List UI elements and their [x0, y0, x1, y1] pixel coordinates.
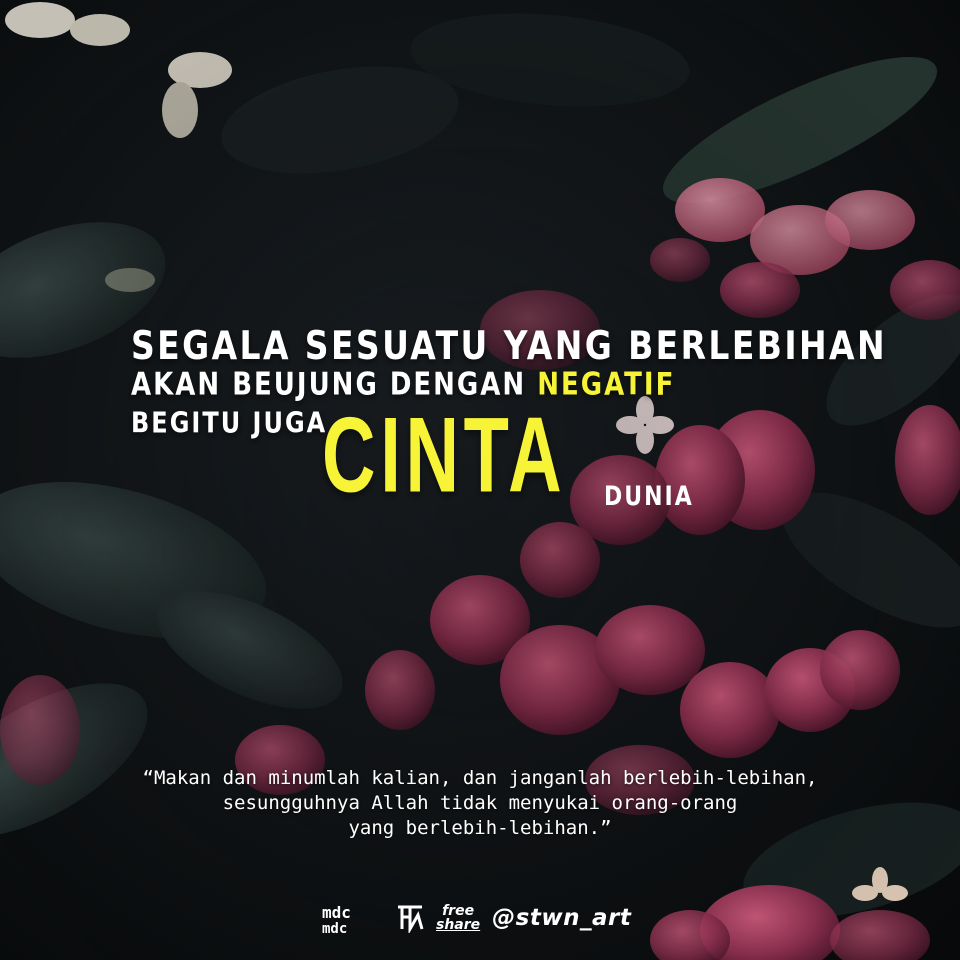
share-label: share — [436, 917, 481, 933]
quote-line-3: yang berlebih-lebihan.” — [348, 817, 612, 839]
mdc-logo-text: mdc — [322, 921, 348, 936]
headline-suffix-word: DUNIA — [604, 482, 694, 512]
headline-big-word: CINTA — [322, 396, 567, 515]
headline-line-1: SEGALA SESUATU YANG BERLEBIHAN — [131, 322, 887, 369]
svg-text:mdc: mdc — [322, 903, 351, 922]
headline-highlight-word: NEGATIF — [537, 367, 676, 403]
artist-handle: @stwn_art — [492, 905, 632, 931]
mdc-logo — [320, 900, 384, 936]
headline-line-2-text: AKAN BEUJUNG DENGAN — [131, 367, 538, 403]
quote-block — [60, 766, 900, 841]
footer-credits — [320, 898, 631, 938]
quote-line-1: “Makan dan minumlah kalian, dan janganlah berlebih-lebihan, — [142, 767, 818, 789]
free-share-badge — [436, 904, 480, 932]
headline-line-3: BEGITU JUGA — [131, 406, 328, 440]
quote-line-2: sesungguhnya Allah tidak menyukai orang-orang — [222, 792, 738, 814]
free-label: free — [442, 903, 475, 919]
monogram-logo-icon — [396, 903, 424, 933]
